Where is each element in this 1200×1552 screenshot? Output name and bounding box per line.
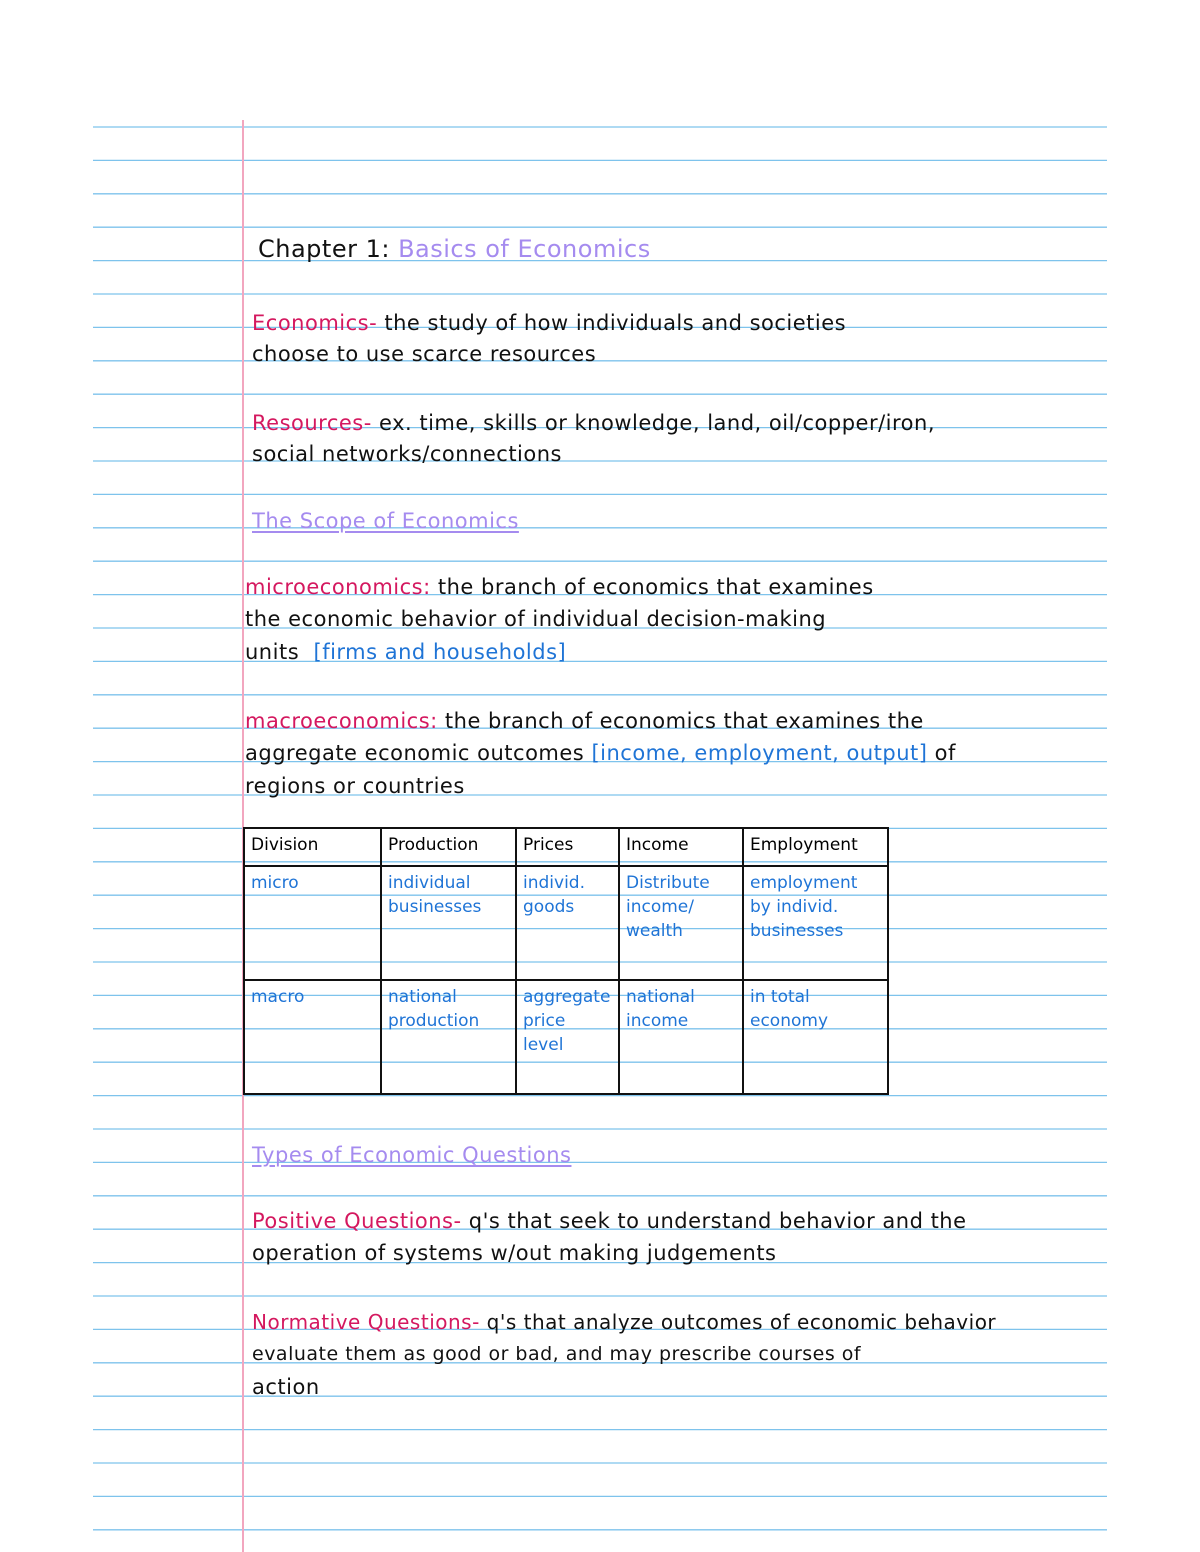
positive-text-2: operation of systems w/out making judgements [252, 1241, 777, 1265]
positive-text-1: q's that seek to understand behavior and the [468, 1209, 967, 1233]
resources-text-1: ex. time, skills or knowledge, land, oil/copper/iron, [379, 411, 936, 435]
cell-prices-macro [516, 980, 619, 1094]
macro-text-3: regions or countries [245, 774, 465, 798]
micro-text-3 [245, 639, 566, 665]
cell-prices-micro [516, 866, 619, 980]
economics-text-1: the study of how individuals and societies [384, 311, 847, 335]
normative-questions-definition [252, 1309, 996, 1335]
header-income: Income [619, 828, 743, 866]
microeconomics-term: microeconomics: [245, 575, 431, 599]
cell-text: national [626, 987, 695, 1007]
resources-text-2: social networks/connections [252, 442, 562, 466]
questions-heading: Types of Economic Questions [252, 1143, 572, 1167]
cell-text: wealth [626, 921, 683, 941]
cell-text: national [388, 987, 457, 1007]
normative-text-1: q's that analyze outcomes of economic behavior [486, 1310, 997, 1334]
positive-term: Positive Questions- [252, 1209, 462, 1233]
micro-examples: [firms and households] [313, 640, 567, 664]
macro-text-1: the branch of economics that examines the [444, 709, 924, 733]
cell-text: income/ [626, 897, 694, 917]
cell-text: level [523, 1035, 564, 1055]
cell-text: Distribute [626, 873, 710, 893]
header-division: Division [244, 828, 381, 866]
cell-production-micro [381, 866, 516, 980]
title-topic: Basics of Economics [398, 235, 651, 263]
normative-text-3: action [252, 1375, 320, 1399]
cell-text: income [626, 1011, 689, 1031]
micro-text-1: the branch of economics that examines [437, 575, 874, 599]
cell-text: businesses [388, 897, 482, 917]
cell-text: goods [523, 897, 575, 917]
cell-income-macro [619, 980, 743, 1094]
table-header-row [244, 828, 888, 866]
cell-text: aggregate [523, 987, 611, 1007]
cell-text: businesses [750, 921, 844, 941]
cell-text: individ. [523, 873, 585, 893]
header-employment: Employment [743, 828, 888, 866]
macro-aggregate: aggregate economic outcomes [245, 741, 585, 765]
cell-employment-macro [743, 980, 888, 1094]
header-prices: Prices [516, 828, 619, 866]
macroeconomics-term: macroeconomics: [245, 709, 438, 733]
economics-term: Economics- [252, 311, 378, 335]
macro-of: of [934, 741, 956, 765]
micro-macro-table [243, 827, 889, 1095]
normative-term: Normative Questions- [252, 1310, 480, 1334]
page-title [258, 236, 651, 262]
cell-production-macro [381, 980, 516, 1094]
resources-term: Resources- [252, 411, 372, 435]
title-prefix: Chapter 1: [258, 235, 390, 263]
cell-text: by individ. [750, 897, 839, 917]
cell-employment-micro [743, 866, 888, 980]
macro-examples: [income, employment, output] [591, 741, 928, 765]
scope-heading: The Scope of Economics [252, 509, 519, 533]
economics-text-2: choose to use scarce resources [252, 342, 597, 366]
economics-definition [252, 310, 846, 336]
cell-division-macro: macro [244, 980, 381, 1094]
macroeconomics-definition [245, 708, 924, 734]
micro-text-2: the economic behavior of individual decision-making [245, 607, 827, 631]
normative-text-2: evaluate them as good or bad, and may prescribe courses of [252, 1343, 862, 1365]
cell-text: employment [750, 873, 858, 893]
cell-text: production [388, 1011, 480, 1031]
resources-definition [252, 410, 935, 436]
micro-units: units [245, 640, 300, 664]
cell-income-micro [619, 866, 743, 980]
cell-text: price [523, 1011, 566, 1031]
header-production: Production [381, 828, 516, 866]
cell-division-micro: micro [244, 866, 381, 980]
microeconomics-definition [245, 574, 874, 600]
cell-text: economy [750, 1011, 829, 1031]
cell-text: in total [750, 987, 810, 1007]
macro-text-2 [245, 740, 956, 766]
cell-text: individual [388, 873, 471, 893]
positive-questions-definition [252, 1208, 967, 1234]
